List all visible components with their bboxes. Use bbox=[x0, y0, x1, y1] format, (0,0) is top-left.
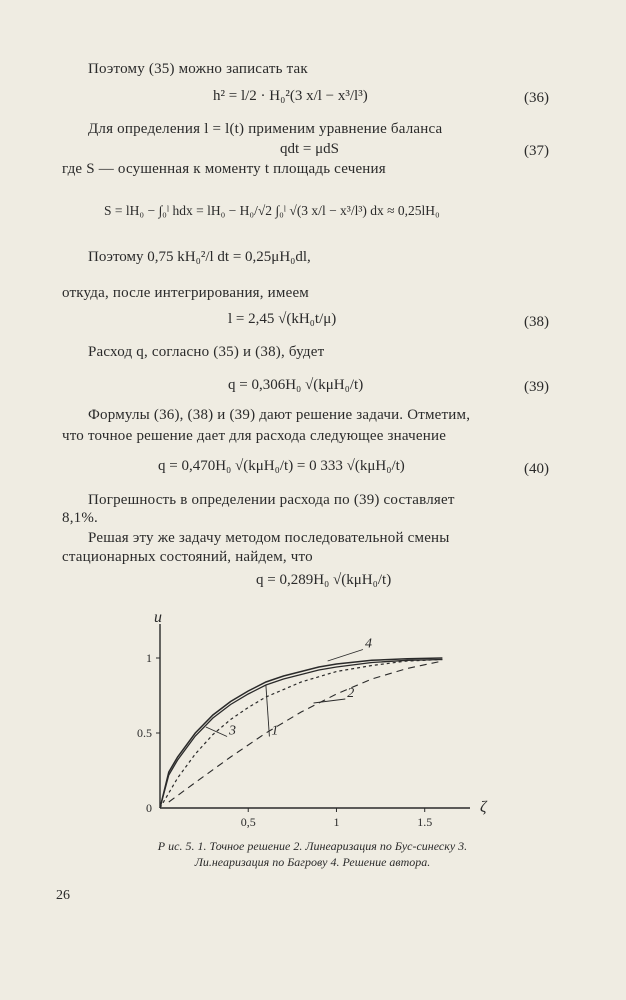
series-label-4: 4 bbox=[364, 636, 372, 652]
text-line-8: Погрешность в определении расхода по (39) составляет bbox=[88, 492, 455, 508]
formula-s-area: S = lH₀ − ∫₀ˡ hdx = lH₀ − H₀/√2 ∫₀ˡ √(3 x/l − x³/l³) dx ≈ 0,25lH₀ bbox=[104, 203, 440, 218]
text-line-6: Формулы (36), (38) и (39) дают решение задачи. Отметим, bbox=[88, 407, 471, 423]
x-tick-label: 1.5 bbox=[417, 815, 433, 829]
text-line-5: Расход q, согласно (35) и (38), будет bbox=[88, 344, 325, 360]
chart-axes bbox=[156, 624, 470, 812]
text-line-3: где S — осушенная к моменту t площадь сечения bbox=[62, 161, 386, 177]
text-line-11: стационарных состояний, найдем, что bbox=[62, 549, 313, 565]
series-line-2 bbox=[169, 661, 443, 802]
series-label-1: 1 bbox=[271, 723, 279, 739]
formula-39: q = 0,306H₀ √(kμH₀/t) bbox=[228, 377, 364, 393]
y-tick-label: 0.5 bbox=[137, 726, 152, 740]
text-line-4: откуда, после интегрирования, имеем bbox=[62, 285, 309, 301]
formula-36: h² = l/2 · H₀²(3 x/l − x³/l³) bbox=[213, 88, 368, 104]
leader-line-3 bbox=[206, 727, 227, 737]
page-number: 26 bbox=[56, 888, 70, 903]
formula-37: qdt = μdS bbox=[280, 141, 340, 157]
y-tick-label: 1 bbox=[146, 651, 152, 665]
x-tick-label: 0,5 bbox=[240, 815, 256, 829]
text-line-10: Решая эту же задачу методом последовательной смены bbox=[88, 530, 450, 546]
text-line-7: что точное решение дает для расхода следующее значение bbox=[62, 428, 447, 444]
figure-caption: Р ис. 5. 1. Точное решение 2. Линеаризация по Бус-синеску 3. Ли.неаризация по Багрову 4. Решение автора. bbox=[157, 839, 468, 869]
leader-line-1 bbox=[266, 685, 270, 737]
text-line-1: Поэтому (35) можно записать так bbox=[88, 61, 308, 77]
formula-40: q = 0,470H₀ √(kμH₀/t) = 0 333 √(kμH₀/t) bbox=[158, 458, 405, 474]
chart-series-group bbox=[160, 658, 442, 808]
x-tick-label: 1 bbox=[333, 815, 340, 829]
leader-line-4 bbox=[328, 650, 363, 662]
y-tick-label: 0 bbox=[146, 801, 152, 815]
equation-number-38: (38) bbox=[524, 314, 549, 330]
chart-labels-group bbox=[137, 610, 488, 829]
series-label-3: 3 bbox=[229, 723, 237, 739]
equation-number-37: (37) bbox=[524, 143, 549, 159]
text-line-2: Для определения l = l(t) применим уравнение баланса bbox=[88, 121, 443, 137]
formula-poetomu: Поэтому 0,75 kH₀²/l dt = 0,25μH₀dl, bbox=[88, 249, 311, 265]
series-line-4 bbox=[160, 658, 442, 808]
formula-38: l = 2,45 √(kH₀t/μ) bbox=[228, 311, 337, 327]
formula-final: q = 0,289H₀ √(kμH₀/t) bbox=[256, 572, 392, 588]
equation-number-36: (36) bbox=[524, 90, 549, 106]
y-axis-label: u bbox=[154, 610, 162, 626]
figure-5-chart bbox=[120, 610, 500, 840]
text-line-9: 8,1%. bbox=[62, 510, 98, 526]
equation-number-40: (40) bbox=[524, 461, 549, 477]
equation-number-39: (39) bbox=[524, 379, 549, 395]
leader-line-2 bbox=[314, 699, 346, 703]
series-line-3 bbox=[160, 660, 442, 809]
x-axis-label: ζ bbox=[480, 799, 487, 816]
series-label-2: 2 bbox=[347, 686, 355, 701]
